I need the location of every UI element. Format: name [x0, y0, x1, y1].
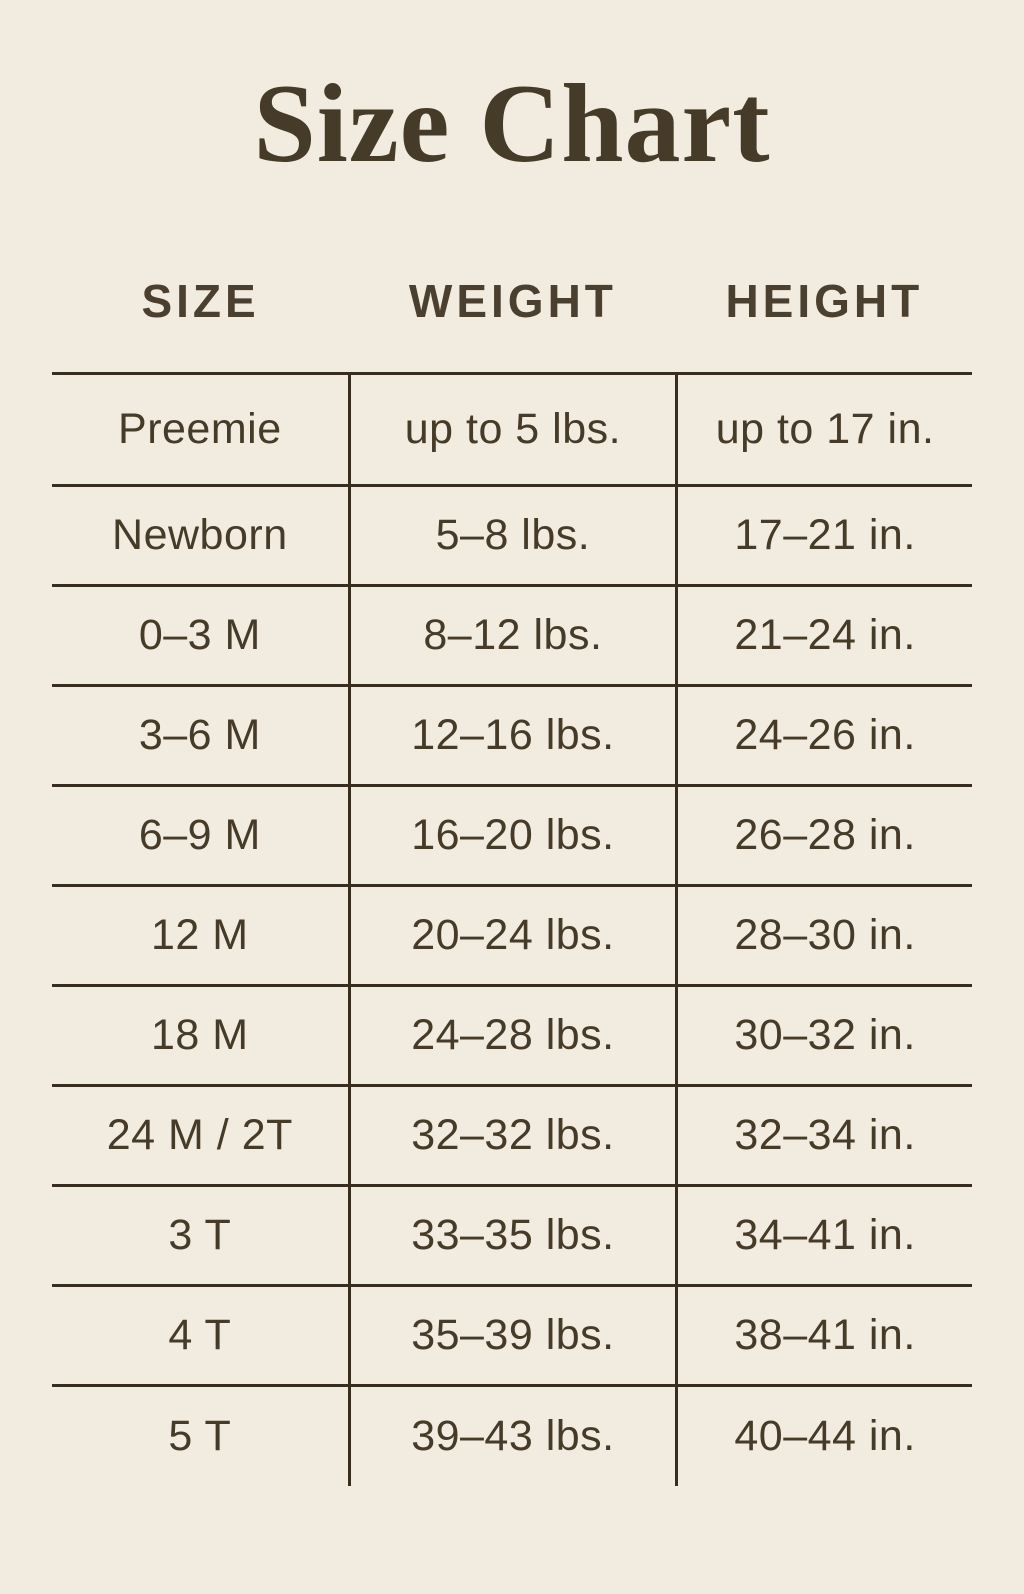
cell-height: 28–30 in.: [677, 886, 972, 986]
cell-weight: 8–12 lbs.: [349, 586, 677, 686]
table-row: [52, 1186, 972, 1286]
column-header-height: HEIGHT: [725, 275, 924, 328]
table-row: [52, 786, 972, 886]
cell-size: 0–3 M: [52, 586, 349, 686]
table-row: [52, 686, 972, 786]
cell-size: 3 T: [52, 1186, 349, 1286]
cell-height: 40–44 in.: [677, 1386, 972, 1486]
table-row: [52, 374, 972, 486]
table-header: [52, 190, 972, 374]
cell-height: 34–41 in.: [677, 1186, 972, 1286]
cell-height: 38–41 in.: [677, 1286, 972, 1386]
cell-height: 30–32 in.: [677, 986, 972, 1086]
cell-size: 18 M: [52, 986, 349, 1086]
cell-height: 26–28 in.: [677, 786, 972, 886]
page-title: Size Chart: [253, 62, 771, 186]
size-chart-page: [0, 58, 1024, 1594]
cell-size: 24 M / 2T: [52, 1086, 349, 1186]
cell-weight: 33–35 lbs.: [349, 1186, 677, 1286]
cell-height: 32–34 in.: [677, 1086, 972, 1186]
cell-size: 4 T: [52, 1286, 349, 1386]
table-row: [52, 486, 972, 586]
cell-height: up to 17 in.: [677, 374, 972, 486]
size-chart-table: [52, 190, 972, 1486]
cell-weight: 35–39 lbs.: [349, 1286, 677, 1386]
cell-height: 24–26 in.: [677, 686, 972, 786]
cell-size: Newborn: [52, 486, 349, 586]
cell-weight: 39–43 lbs.: [349, 1386, 677, 1486]
cell-weight: 20–24 lbs.: [349, 886, 677, 986]
table-row: [52, 986, 972, 1086]
cell-size: 12 M: [52, 886, 349, 986]
cell-size: Preemie: [52, 374, 349, 486]
cell-weight: 32–32 lbs.: [349, 1086, 677, 1186]
cell-height: 17–21 in.: [677, 486, 972, 586]
cell-weight: 12–16 lbs.: [349, 686, 677, 786]
header-row: [52, 190, 972, 374]
cell-size: 5 T: [52, 1386, 349, 1486]
table-body: [52, 374, 972, 1486]
table-row: [52, 1286, 972, 1386]
table-row: [52, 886, 972, 986]
table-row: [52, 1386, 972, 1486]
cell-weight: 16–20 lbs.: [349, 786, 677, 886]
column-header-size: SIZE: [141, 275, 260, 328]
cell-weight: 24–28 lbs.: [349, 986, 677, 1086]
cell-size: 6–9 M: [52, 786, 349, 886]
cell-size: 3–6 M: [52, 686, 349, 786]
cell-weight: 5–8 lbs.: [349, 486, 677, 586]
table-row: [52, 586, 972, 686]
cell-weight: up to 5 lbs.: [349, 374, 677, 486]
column-header-weight: WEIGHT: [408, 275, 617, 328]
cell-height: 21–24 in.: [677, 586, 972, 686]
table-row: [52, 1086, 972, 1186]
